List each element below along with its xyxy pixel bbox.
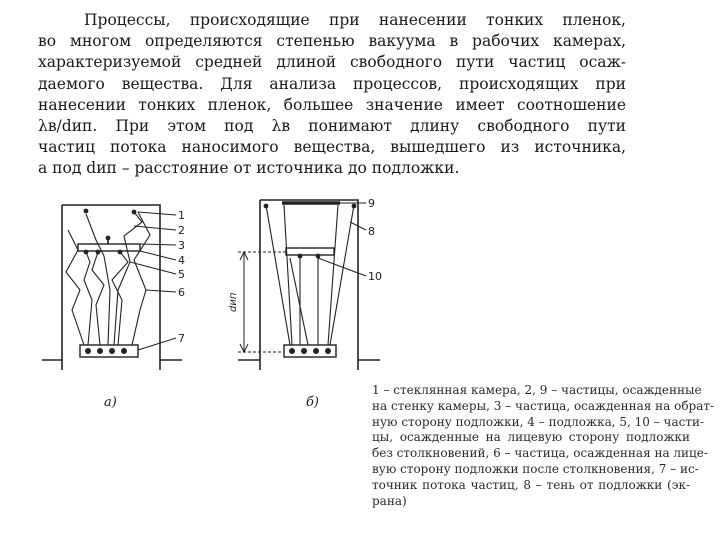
paragraph-line: а под dип – расстояние от источника до подложки. — [38, 159, 460, 178]
figure-label-a: а) — [104, 395, 117, 410]
caption-line: 1 – стеклянная камера, 2, 9 – частицы, осажденные — [372, 383, 702, 397]
label-8: 8 — [368, 225, 375, 238]
label-1: 1 — [178, 209, 185, 222]
label-5: 5 — [178, 268, 185, 281]
paragraph-line: частиц потока наносимого вещества, вышедшего из источника, — [38, 138, 626, 157]
paragraph-line: даемого вещества. Для анализа процессов, происходящих при — [38, 74, 626, 93]
label-2: 2 — [178, 224, 185, 237]
figure-caption — [372, 383, 715, 509]
label-3: 3 — [178, 239, 185, 252]
left-substrate — [78, 244, 140, 251]
paragraph-line: во многом определяются степенью вакуума в рабочих камерах, — [38, 32, 626, 51]
caption-line: точник потока частиц, 8 – тень от подложки (эк- — [372, 477, 690, 492]
label-10: 10 — [368, 270, 382, 283]
label-6: 6 — [178, 286, 185, 299]
right-substrate — [286, 248, 334, 255]
figure-label-b: б) — [306, 395, 320, 410]
paragraph-line: λв/dип. При этом под λв понимают длину свободного пути — [38, 117, 626, 136]
right-glass-chamber — [238, 200, 380, 360]
caption-line: цы, осажденные на лицевую сторону подложки — [372, 430, 690, 445]
label-4: 4 — [178, 254, 185, 267]
paragraph-line: Процессы, происходящие при нанесении тонких пленок, — [84, 11, 626, 29]
caption-line: вую сторону подложки после столкновения, 7 – ис- — [372, 461, 699, 476]
paragraph-line: характеризуемой средней длиной свободного пути частиц осаж- — [38, 53, 626, 72]
dimension-label: dип — [228, 292, 239, 312]
caption-line: без столкновений, 6 – частица, осажденная на лице- — [372, 446, 708, 461]
caption-line: ную сторону подложки, 4 – подложка, 5, 10 – части- — [372, 414, 705, 429]
paragraph-line: нанесении тонких пленок, большее значение имеет соотношение — [38, 95, 626, 114]
label-7: 7 — [178, 332, 185, 345]
label-9: 9 — [368, 197, 375, 210]
caption-line: на стенку камеры, 3 – частица, осажденная на обрат- — [372, 398, 715, 413]
caption-line: рана) — [372, 493, 407, 508]
